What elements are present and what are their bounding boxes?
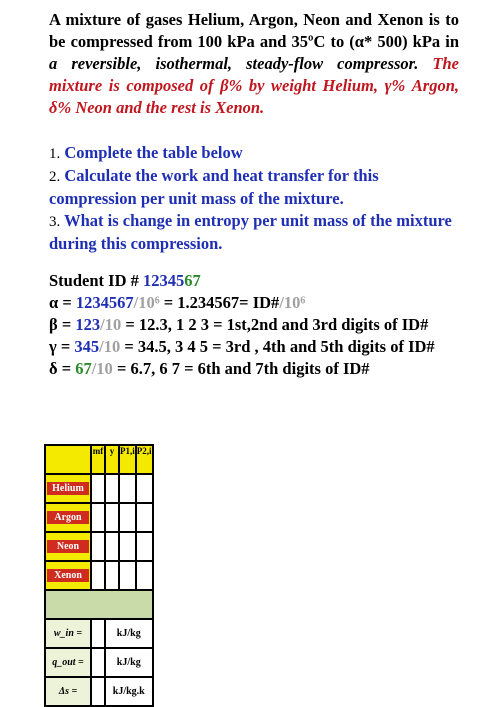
gamma-line: γ = 345/10 = 34.5, 3 4 5 = 3rd , 4th and 5th digits of ID# — [49, 337, 435, 356]
result-unit: kJ/kg — [105, 619, 153, 648]
task-item: 1. Complete the table below — [49, 143, 243, 162]
gas-label-xenon: Xenon — [47, 569, 89, 582]
table-cell[interactable] — [119, 532, 136, 561]
table-cell[interactable] — [136, 561, 153, 590]
beta-line: β = 123/10 = 12.3, 1 2 3 = 1st,2nd and 3rd digits of ID# — [49, 315, 429, 334]
gas-label-helium: Helium — [47, 482, 89, 495]
delta-line: δ = 67/10 = 6.7, 6 7 = 6th and 7th digits of ID# — [49, 359, 370, 378]
table-spacer-row — [45, 590, 153, 619]
table-row — [45, 532, 153, 561]
result-row — [45, 648, 153, 677]
table-cell[interactable] — [105, 561, 119, 590]
table-cell[interactable] — [136, 503, 153, 532]
table-cell[interactable] — [91, 474, 105, 503]
task-item: 3. What is change in entropy per unit mass of the mixture during this compression. — [49, 211, 452, 253]
problem-statement — [49, 9, 459, 119]
table-row — [45, 561, 153, 590]
table-cell[interactable] — [136, 474, 153, 503]
table-row — [45, 474, 153, 503]
table-cell[interactable] — [91, 503, 105, 532]
problem-composition: The mixture is composed of β% by weight Helium, γ% Argon, δ% Neon and the rest is Xenon. — [49, 54, 459, 117]
header-p2: P2,i — [136, 445, 153, 474]
table-cell[interactable] — [105, 503, 119, 532]
result-value[interactable] — [91, 677, 105, 706]
spacer — [45, 590, 153, 619]
table-cell[interactable] — [91, 532, 105, 561]
result-value[interactable] — [91, 619, 105, 648]
mixture-table — [44, 444, 154, 707]
result-unit: kJ/kg.k — [105, 677, 153, 706]
alpha-line: α = 1234567/10⁶ = 1.234567= ID#/10⁶ — [49, 293, 306, 312]
student-id-line: Student ID # 1234567 — [49, 271, 201, 290]
table-cell[interactable] — [119, 561, 136, 590]
task-list — [49, 142, 459, 255]
gas-label-argon: Argon — [47, 511, 89, 524]
task-item: 2. Calculate the work and heat transfer for this compression per unit mass of the mixture. — [49, 166, 379, 208]
result-row — [45, 677, 153, 706]
header-mf: mf — [91, 445, 105, 474]
result-value[interactable] — [91, 648, 105, 677]
result-label-qout: q_out = — [45, 648, 91, 677]
problem-process: a reversible, isothermal, steady-flow compressor. — [49, 54, 419, 73]
table-cell[interactable] — [91, 561, 105, 590]
result-label-win: w_in = — [45, 619, 91, 648]
result-row — [45, 619, 153, 648]
id-parameters — [49, 270, 459, 380]
header-y: y — [105, 445, 119, 474]
result-unit: kJ/kg — [105, 648, 153, 677]
table-cell[interactable] — [119, 503, 136, 532]
header-blank — [45, 445, 91, 474]
gas-label-neon: Neon — [47, 540, 89, 553]
table-cell[interactable] — [105, 474, 119, 503]
result-label-ds: Δs = — [45, 677, 91, 706]
header-p1: P1,i — [119, 445, 136, 474]
table-row — [45, 503, 153, 532]
table-cell[interactable] — [136, 532, 153, 561]
table-cell[interactable] — [105, 532, 119, 561]
table-header-row — [45, 445, 153, 474]
table-cell[interactable] — [119, 474, 136, 503]
problem-intro: A mixture of gases Helium, Argon, Neon and Xenon is to be compressed from 100 kPa and 35ºC to (α* 500) kPa in — [49, 10, 459, 51]
